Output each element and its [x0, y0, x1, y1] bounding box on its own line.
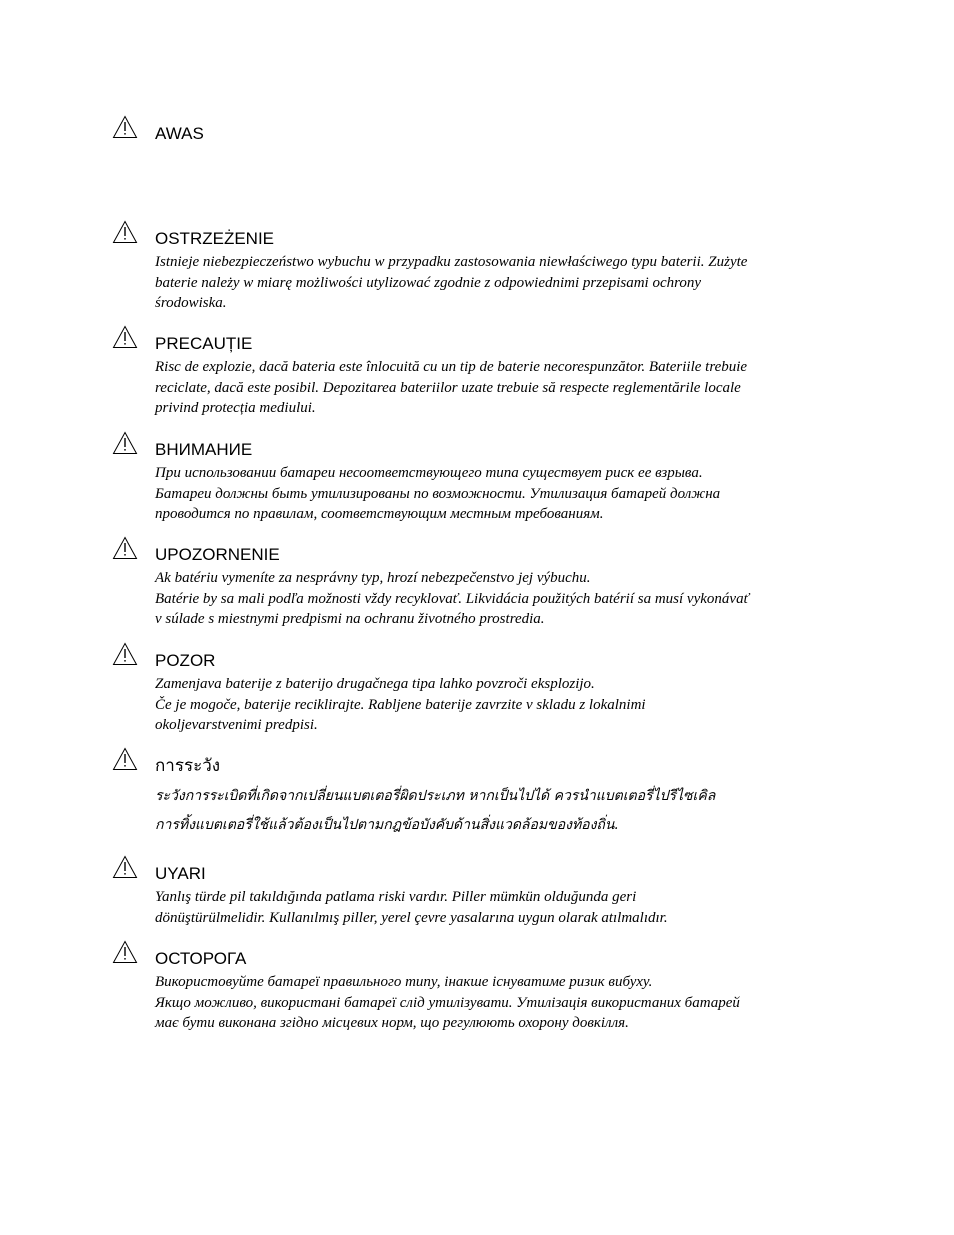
warning-text-line: Če je mogoče, baterije reciklirajte. Rabljene baterije zavrzite v skladu z lokalnimi — [155, 696, 646, 713]
warning-text — [155, 674, 845, 736]
warning-title: UYARI — [155, 864, 206, 883]
warning-text-line: ระวังการระเบิดที่เกิดจากเปลี่ยนแบตเตอรี่ผิดประเภท หากเป็นไปได้ ควรนำแบตเตอรี่ไปรีไซเคิล — [155, 788, 716, 804]
warning-text — [155, 887, 845, 928]
warning-text-line: dönüştürülmelidir. Kullanılmış piller, yerel çevre yasalarına uygun olarak atılmalıdır. — [155, 909, 668, 926]
warning-triangle-icon — [112, 220, 138, 244]
warning-text — [155, 463, 845, 525]
warning-title: POZOR — [155, 651, 216, 670]
warning-triangle-icon — [112, 115, 138, 139]
warning-text-line: การทิ้งแบตเตอรี่ใช้แล้วต้องเป็นไปตามกฎข้อบังคับด้านสิ่งแวดล้อมของท้องถิ่น. — [155, 817, 619, 833]
warning-text-line: baterie należy w miarę możliwości utylizować zgodnie z odpowiednimi przepisami ochrony — [155, 274, 702, 291]
warning-triangle-icon — [112, 536, 138, 560]
warning-text-line: środowiska. — [155, 295, 227, 311]
warning-text-line: okoljevarstvenimi predpisi. — [155, 717, 318, 733]
warning-title: ОСТОРОГА — [155, 949, 247, 968]
warning-triangle-icon — [112, 642, 138, 666]
warning-text-line: privind protecția mediului. — [155, 400, 316, 416]
warning-triangle-icon — [112, 940, 138, 964]
warning-title: AWAS — [155, 124, 204, 143]
warning-text-line: Використовуйте батареї правильного типу, інакше існуватиме ризик вибуху. — [155, 974, 653, 990]
warning-title: การระวัง — [155, 756, 221, 775]
warning-text-line: Батареи должны быть утилизированы по возможности. Утилизация батарей должна — [155, 485, 721, 502]
warning-text-line: Zamenjava baterije z baterijo drugačnega tipa lahko povzroči eksplozijo. — [155, 676, 595, 692]
warning-text — [155, 357, 845, 419]
warning-text-line: Risc de explozie, dacă bateria este înlocuită cu un tip de baterie necorespunzător. Bateriile trebuie — [155, 359, 748, 375]
warning-title: OSTRZEŻENIE — [155, 229, 275, 248]
warning-title: PRECAUȚIE — [155, 334, 253, 353]
warning-triangle-icon — [112, 431, 138, 455]
warning-text-line: При использовании батареи несоответствующего типа существует риск ее взрыва. — [155, 465, 703, 481]
warning-triangle-icon — [112, 325, 138, 349]
warning-text — [155, 568, 845, 630]
warning-triangle-icon — [112, 747, 138, 771]
warning-text-line: Yanlış türde pil takıldığında patlama riski vardır. Piller mümkün olduğunda geri — [155, 889, 637, 905]
warning-text-line: Istnieje niebezpieczeństwo wybuchu w przypadku zastosowania niewłaściwego typu baterii. Zużyte — [155, 254, 748, 270]
warning-text — [155, 972, 845, 1034]
warning-text — [155, 782, 845, 840]
warning-text-line: Ak batériu vymeníte za nesprávny typ, hrozí nebezpečenstvo jej výbuchu. — [155, 570, 591, 586]
warning-triangle-icon — [112, 855, 138, 879]
warning-text — [155, 252, 845, 314]
warning-text-line: Якщо можливо, використані батареї слід утилізувати. Утилізація використаних батарей — [155, 994, 740, 1011]
warning-text-line: v súlade s miestnymi predpismi na ochranu životného prostredia. — [155, 611, 545, 627]
warning-title: UPOZORNENIE — [155, 545, 280, 564]
warning-title: ВНИМАНИЕ — [155, 440, 253, 459]
warning-text-line: reciclate, dacă este posibil. Depozitarea bateriilor uzate trebuie să respecte reglementările locale — [155, 379, 741, 396]
warning-text-line: проводится по правилам, соответствующим местным требованиям. — [155, 506, 604, 522]
warning-text-line: Batérie by sa mali podľa možnosti vždy recyklovať. Likvidácia použitých batérií sa musí vykonávať — [155, 590, 750, 607]
warning-text-line: має бути виконана згідно місцевих норм, що регулюють охорону довкілля. — [155, 1015, 629, 1031]
